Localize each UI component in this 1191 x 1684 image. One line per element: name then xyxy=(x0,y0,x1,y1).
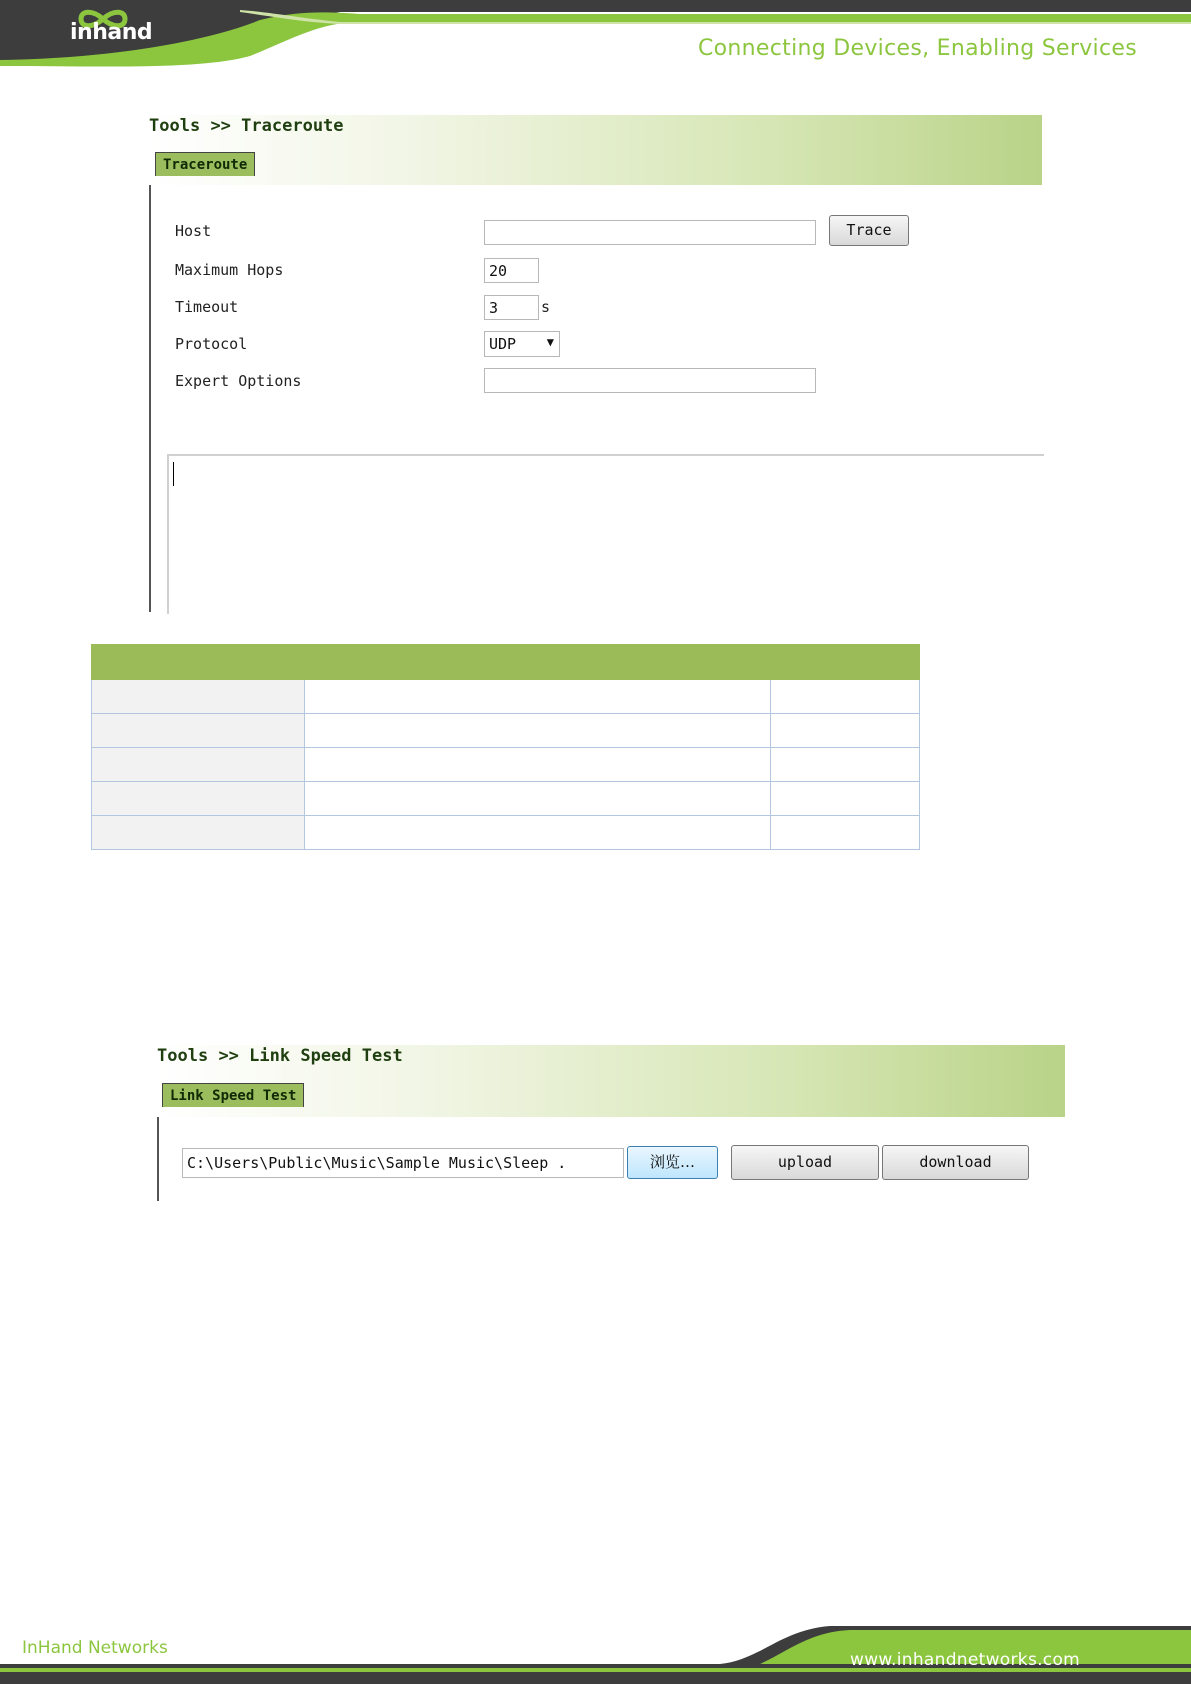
table-header-cell xyxy=(771,645,920,680)
table-cell xyxy=(771,680,920,714)
table-row xyxy=(92,748,920,782)
timeout-unit: s xyxy=(541,298,551,316)
table-header-cell xyxy=(304,645,770,680)
table-cell xyxy=(771,714,920,748)
breadcrumb-separator: >> xyxy=(210,116,231,136)
table-cell xyxy=(92,680,305,714)
breadcrumb-page: Traceroute xyxy=(241,116,344,136)
table-cell xyxy=(92,714,305,748)
logo-text: inhand xyxy=(70,20,153,45)
breadcrumb-page: Link Speed Test xyxy=(249,1046,403,1066)
chevron-down-icon: ▼ xyxy=(546,335,554,349)
breadcrumb-separator: >> xyxy=(218,1046,239,1066)
table-row xyxy=(92,680,920,714)
table-cell xyxy=(304,680,770,714)
host-label: Host xyxy=(175,222,212,240)
table-row xyxy=(92,816,920,850)
max-hops-label: Maximum Hops xyxy=(175,261,284,279)
protocol-label: Protocol xyxy=(175,335,248,353)
breadcrumb xyxy=(157,1046,403,1066)
table-row xyxy=(92,714,920,748)
table-header-row xyxy=(92,645,920,680)
tagline: Connecting Devices, Enabling Services xyxy=(698,36,1137,61)
text-cursor xyxy=(173,462,174,486)
file-path-input[interactable]: C:\Users\Public\Music\Sample Music\Sleep . xyxy=(182,1148,624,1178)
footer-company: InHand Networks xyxy=(22,1638,168,1658)
browse-button[interactable]: 浏览… xyxy=(627,1146,718,1179)
table-row xyxy=(92,782,920,816)
info-table xyxy=(91,644,920,850)
table-cell xyxy=(771,816,920,850)
timeout-label: Timeout xyxy=(175,298,239,316)
protocol-value: UDP xyxy=(489,335,517,353)
table-cell xyxy=(304,748,770,782)
footer-website-link[interactable]: www.inhandnetworks.com xyxy=(850,1650,1081,1670)
table-cell xyxy=(304,782,770,816)
tab-traceroute[interactable]: Traceroute xyxy=(155,152,255,176)
tab-link-speed-test[interactable]: Link Speed Test xyxy=(162,1083,304,1107)
breadcrumb-root[interactable]: Tools xyxy=(157,1046,209,1066)
timeout-input[interactable]: 3 xyxy=(484,295,539,320)
table-header-cell xyxy=(92,645,305,680)
table-cell xyxy=(304,816,770,850)
table-cell xyxy=(771,748,920,782)
host-input[interactable] xyxy=(484,220,816,245)
table-cell xyxy=(92,816,305,850)
table-cell xyxy=(771,782,920,816)
table-cell xyxy=(92,782,305,816)
download-button[interactable]: download xyxy=(882,1145,1029,1180)
expert-options-label: Expert Options xyxy=(175,372,302,390)
expert-options-input[interactable] xyxy=(484,368,816,393)
protocol-select[interactable] xyxy=(484,331,560,357)
trace-output-area[interactable] xyxy=(167,454,1044,614)
upload-button[interactable]: upload xyxy=(731,1145,879,1180)
trace-button[interactable]: Trace xyxy=(829,215,909,246)
max-hops-input[interactable]: 20 xyxy=(484,258,539,283)
table-cell xyxy=(304,714,770,748)
breadcrumb-root[interactable]: Tools xyxy=(149,116,201,136)
breadcrumb xyxy=(149,116,344,136)
table-cell xyxy=(92,748,305,782)
